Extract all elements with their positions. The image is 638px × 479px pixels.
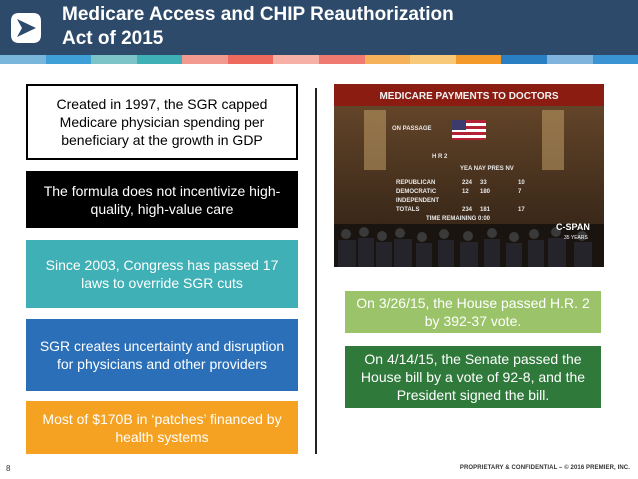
formula-box	[26, 171, 298, 228]
color-stripe-2	[91, 55, 137, 64]
congress-overrides-text: Since 2003, Congress has passed 17 laws to override SGR cuts	[45, 257, 279, 291]
color-stripe-11	[501, 55, 547, 64]
color-stripe-6	[273, 55, 319, 64]
color-stripe-7	[319, 55, 365, 64]
vote-nv-1: 7	[518, 189, 522, 195]
color-stripe-9	[410, 55, 456, 64]
photo-banner: MEDICARE PAYMENTS TO DOCTORS	[379, 91, 559, 102]
color-stripe-12	[547, 55, 593, 64]
color-stripe-5	[228, 55, 274, 64]
column-divider	[315, 88, 317, 454]
title-line-1: Medicare Access and CHIP Reauthorization	[62, 4, 454, 25]
vote-nay-3: 181	[480, 207, 491, 213]
vote-party-3: TOTALS	[396, 207, 420, 213]
congress-overrides-box	[26, 240, 298, 308]
color-stripe-10	[456, 55, 502, 64]
color-stripe-3	[137, 55, 183, 64]
vote-party-2: INDEPENDENT	[396, 198, 440, 204]
cspan-label: C-SPAN	[556, 222, 590, 232]
sgr-history-text: Created in 1997, the SGR capped Medicare physician spending per beneficiary at the growth in GDP	[56, 96, 268, 148]
uncertainty-text: SGR creates uncertainty and disruption for physicians and other providers	[39, 338, 285, 372]
photo-on-passage: ON PASSAGE	[392, 126, 432, 132]
flag-icon	[452, 120, 486, 140]
slide-header	[0, 0, 638, 55]
house-passed-box	[345, 291, 601, 333]
title-line-2: Act of 2015	[62, 28, 164, 49]
patches-box	[26, 401, 298, 454]
vote-nay-0: 33	[480, 180, 487, 186]
vote-yea-3: 234	[462, 207, 473, 213]
cspan-years: 35 YEARS	[564, 235, 588, 241]
house-passed-text: On 3/26/15, the House passed H.R. 2 by 392-37 vote.	[356, 295, 590, 329]
house-chamber-image	[334, 84, 604, 267]
vote-party-1: DEMOCRATIC	[396, 189, 437, 195]
photo-time-remaining: TIME REMAINING 0:00	[426, 216, 491, 222]
premier-logo	[10, 12, 42, 44]
color-stripe-1	[46, 55, 92, 64]
uncertainty-box	[26, 319, 298, 391]
vote-yea-1: 12	[462, 189, 469, 195]
page-number: 8	[6, 464, 11, 473]
vote-nv-0: 10	[518, 180, 525, 186]
vote-yea-0: 224	[462, 180, 473, 186]
confidential-notice: PROPRIETARY & CONFIDENTIAL – © 2016 PREMIER, INC.	[459, 465, 630, 471]
color-stripe-0	[0, 55, 46, 64]
senate-passed-text: On 4/14/15, the Senate passed the House bill by a vote of 92-8, and the President signed the bill.	[360, 351, 586, 403]
slide-title	[62, 3, 622, 51]
sgr-history-box	[26, 84, 298, 160]
color-stripe-8	[365, 55, 411, 64]
vote-nv-3: 17	[518, 207, 525, 213]
vote-party-0: REPUBLICAN	[396, 180, 436, 186]
color-stripe-13	[593, 55, 638, 64]
formula-text: The formula does not incentivize high-quality, high-value care	[43, 182, 281, 217]
photo-bill-number: H R 2	[432, 154, 448, 160]
photo-vote-header: YEA NAY PRES NV	[460, 166, 514, 172]
color-stripe-bar	[0, 55, 638, 64]
senate-passed-box	[345, 346, 601, 408]
vote-nay-1: 180	[480, 189, 491, 195]
house-vote-photo	[334, 84, 604, 267]
color-stripe-4	[182, 55, 228, 64]
patches-text: Most of $170B in ‘patches’ financed by health systems	[42, 410, 282, 445]
